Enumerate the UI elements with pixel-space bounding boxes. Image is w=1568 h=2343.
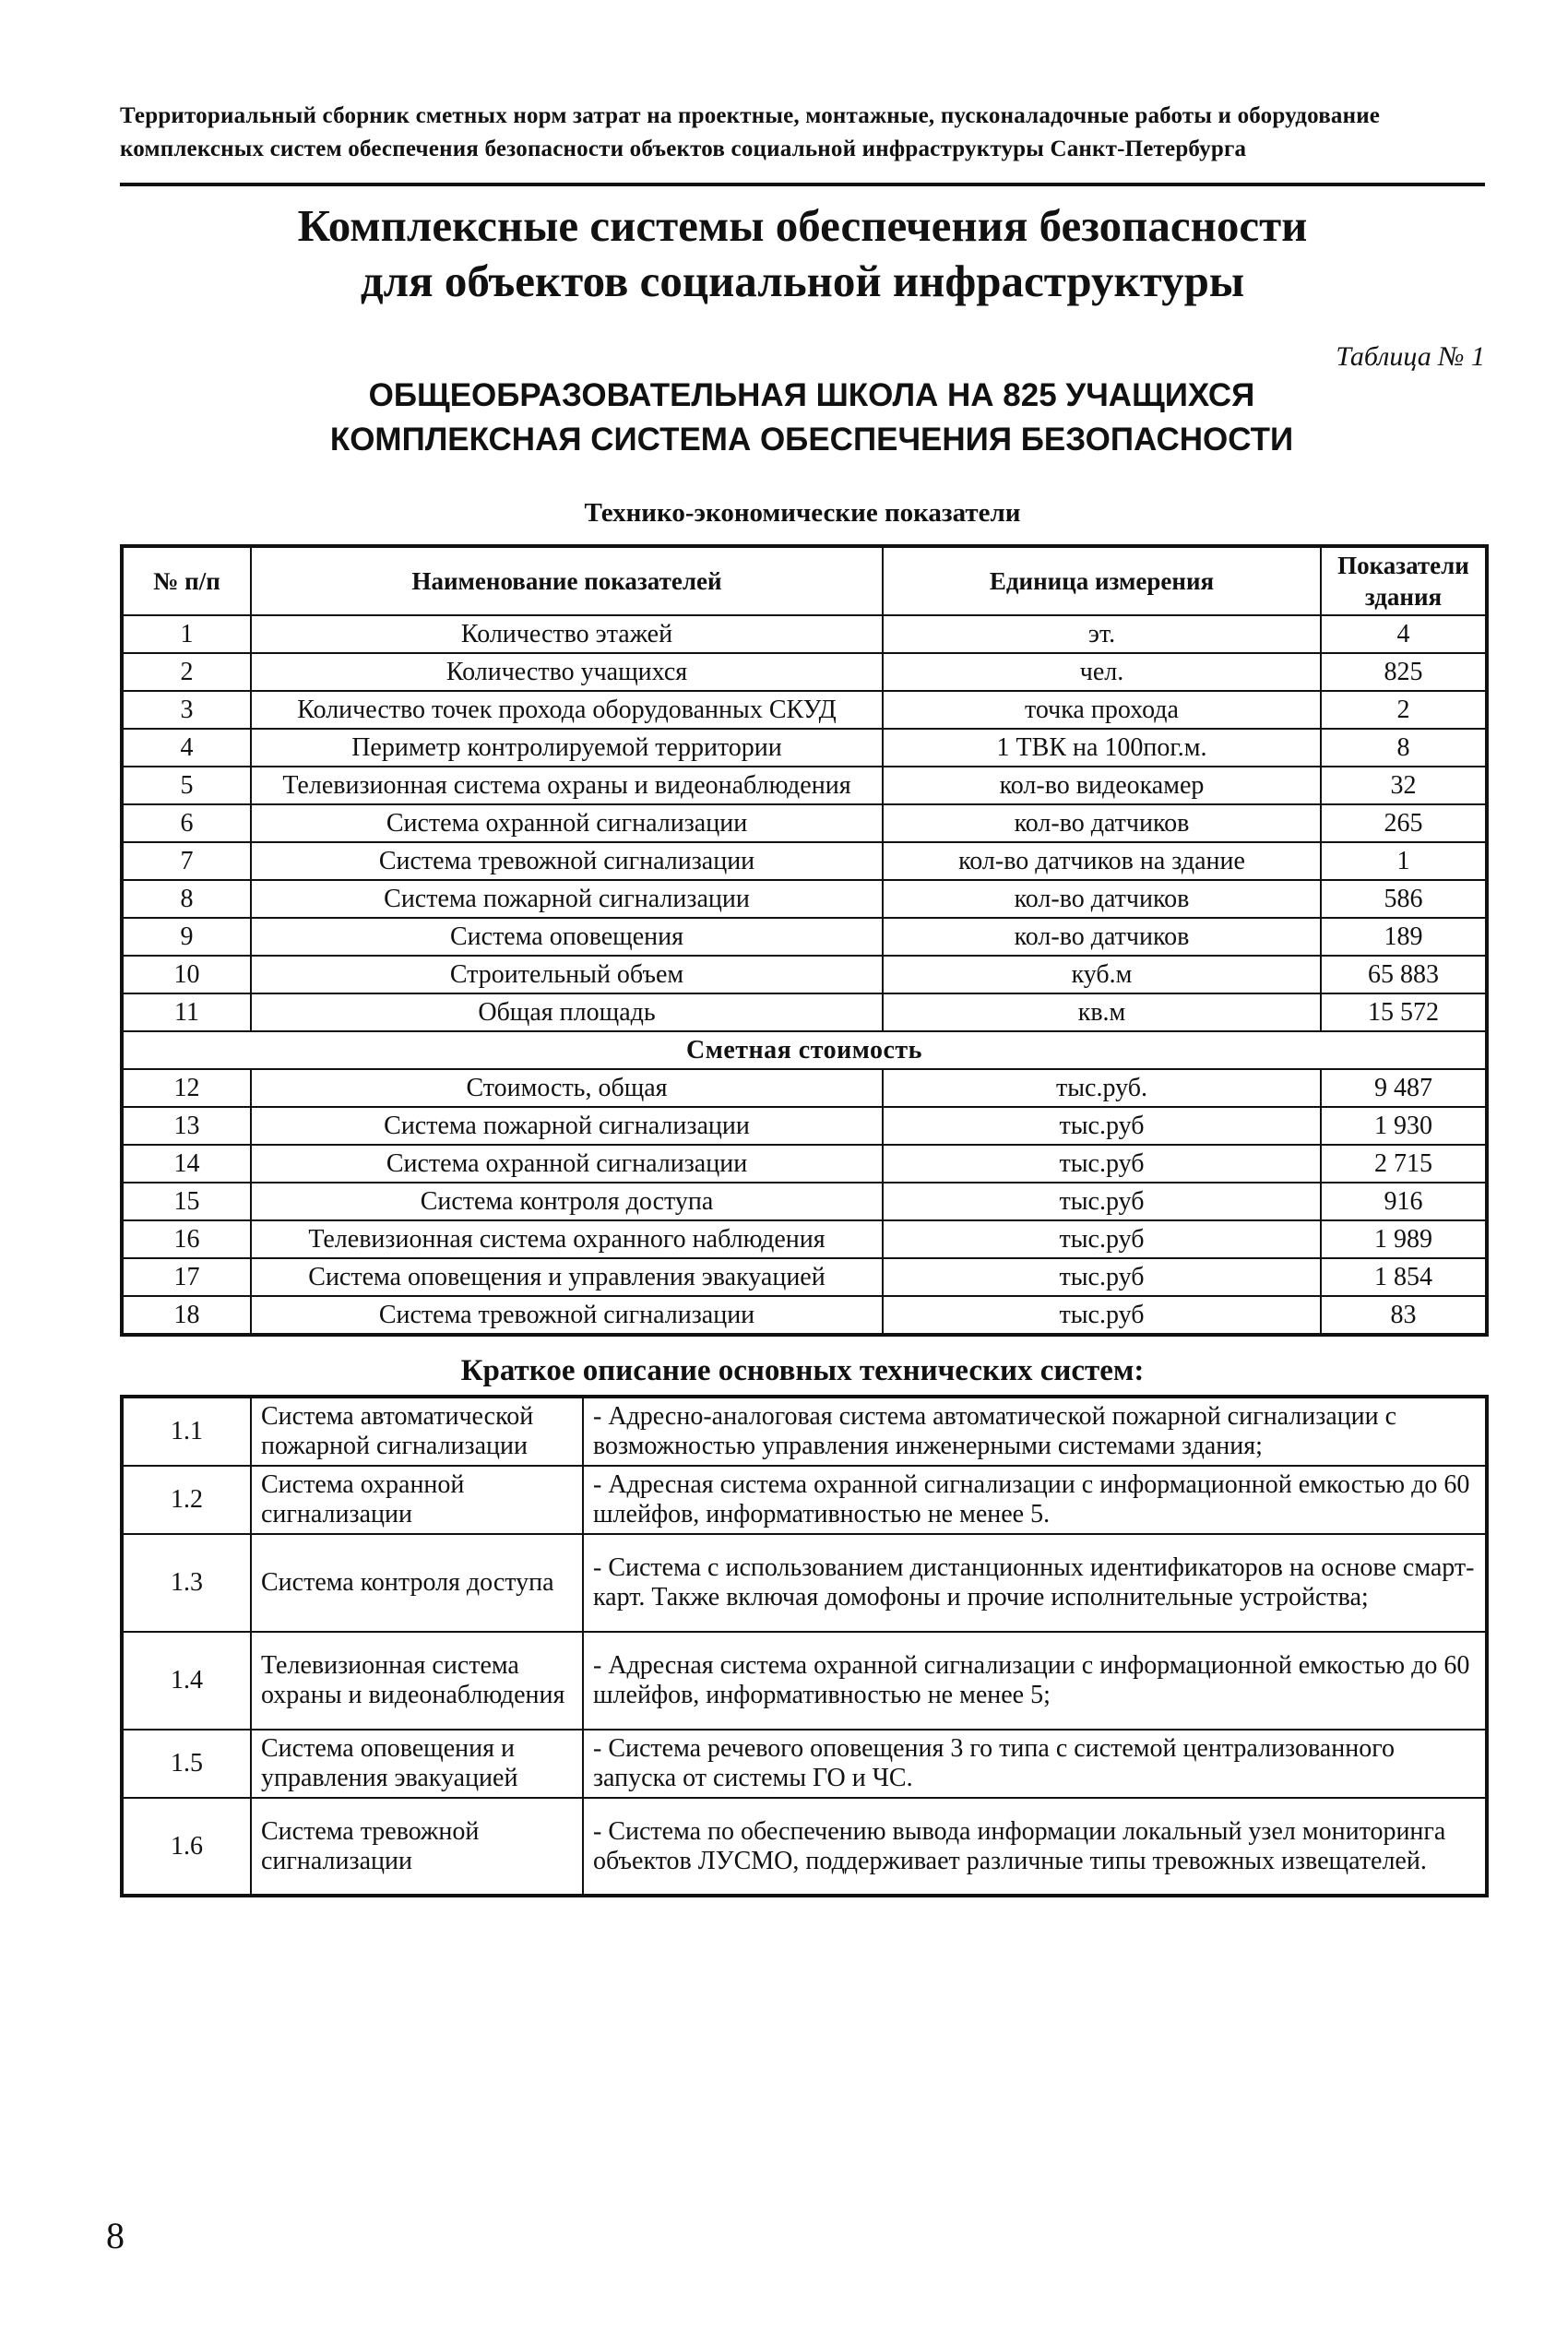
table-row: [122, 1220, 1487, 1258]
table-row: [122, 1069, 1487, 1107]
indicator-value: 189: [1321, 918, 1487, 956]
table-row: [122, 1258, 1487, 1296]
indicator-name: Система охранной сигнализации: [251, 804, 883, 842]
row-number: 13: [122, 1107, 251, 1145]
description-system: Система автоматической пожарной сигнализации: [251, 1397, 583, 1466]
table-row: [122, 1296, 1487, 1335]
indicator-value: 265: [1321, 804, 1487, 842]
description-text: - Система речевого оповещения 3 го типа с системой централизованного запуска от системы ГО и ЧС.: [583, 1730, 1487, 1798]
row-number: 10: [122, 956, 251, 993]
indicator-value: 4: [1321, 615, 1487, 653]
table-row: [122, 918, 1487, 956]
description-row: [122, 1730, 1487, 1798]
description-row: [122, 1632, 1487, 1730]
indicator-unit: тыс.руб: [883, 1220, 1321, 1258]
running-header: [120, 100, 1485, 166]
section-row: [122, 1031, 1487, 1069]
description-text: - Система с использованием дистанционных идентификаторов на основе смарт-карт. Также включая домофоны и прочие исполнительные устройства;: [583, 1534, 1487, 1632]
row-number: 16: [122, 1220, 251, 1258]
table-row: [122, 729, 1487, 767]
indicator-name: Количество этажей: [251, 615, 883, 653]
indicator-unit: кол-во датчиков: [883, 804, 1321, 842]
indicator-unit: куб.м: [883, 956, 1321, 993]
page-title: [175, 198, 1430, 309]
descriptions-table-body: [122, 1397, 1487, 1896]
description-number: 1.1: [122, 1397, 251, 1466]
indicators-table: [120, 544, 1489, 1337]
table-row: [122, 993, 1487, 1031]
indicator-name: Система оповещения и управления эвакуацией: [251, 1258, 883, 1296]
indicator-unit: тыс.руб: [883, 1107, 1321, 1145]
table-row: [122, 1107, 1487, 1145]
description-text: - Адресная система охранной сигнализации с информационной емкостью до 60 шлейфов, информативностью не менее 5.: [583, 1466, 1487, 1534]
row-number: 15: [122, 1183, 251, 1220]
indicator-value: 9 487: [1321, 1069, 1487, 1107]
description-row: [122, 1397, 1487, 1466]
header-divider: [120, 183, 1485, 186]
row-number: 8: [122, 880, 251, 918]
indicator-name: Строительный объем: [251, 956, 883, 993]
table-row: [122, 691, 1487, 729]
description-system: Система контроля доступа: [251, 1534, 583, 1632]
indicator-name: Система тревожной сигнализации: [251, 1296, 883, 1335]
row-number: 1: [122, 615, 251, 653]
indicator-name: Стоимость, общая: [251, 1069, 883, 1107]
table-number: Таблица № 1: [1336, 341, 1485, 372]
row-number: 6: [122, 804, 251, 842]
row-number: 14: [122, 1145, 251, 1183]
description-number: 1.3: [122, 1534, 251, 1632]
indicator-name: Система пожарной сигнализации: [251, 880, 883, 918]
indicators-subtitle: Технико-экономические показатели: [584, 498, 1021, 528]
indicator-name: Система оповещения: [251, 918, 883, 956]
running-header-line-1: Территориальный сборник сметных норм затрат на проектные, монтажные, пусконаладочные работы и оборудование: [120, 103, 1381, 128]
description-row: [122, 1466, 1487, 1534]
table-row: [122, 842, 1487, 880]
column-header-value: Показатели здания: [1321, 546, 1487, 615]
row-number: 17: [122, 1258, 251, 1296]
column-header-unit: Единица измерения: [883, 546, 1321, 615]
table-row: [122, 880, 1487, 918]
description-system: Система тревожной сигнализации: [251, 1798, 583, 1896]
indicator-unit: кол-во датчиков: [883, 880, 1321, 918]
table-row: [122, 1183, 1487, 1220]
description-number: 1.6: [122, 1798, 251, 1896]
indicator-value: 1 930: [1321, 1107, 1487, 1145]
description-row: [122, 1534, 1487, 1632]
indicator-name: Система пожарной сигнализации: [251, 1107, 883, 1145]
indicator-name: Система тревожной сигнализации: [251, 842, 883, 880]
description-text: - Система по обеспечению вывода информации локальный узел мониторинга объектов ЛУСМО, поддерживает различные типы тревожных извещателей.: [583, 1798, 1487, 1896]
table-row: [122, 804, 1487, 842]
indicator-unit: точка прохода: [883, 691, 1321, 729]
indicator-value: 916: [1321, 1183, 1487, 1220]
description-text: - Адресно-аналоговая система автоматической пожарной сигнализации с возможностью управления инженерными системами здания;: [583, 1397, 1487, 1466]
indicator-value: 1: [1321, 842, 1487, 880]
description-number: 1.2: [122, 1466, 251, 1534]
indicator-value: 32: [1321, 767, 1487, 804]
indicator-unit: тыс.руб: [883, 1183, 1321, 1220]
indicator-unit: кв.м: [883, 993, 1321, 1031]
page-title-line-1: Комплексные системы обеспечения безопасности: [297, 200, 1308, 251]
indicator-name: Система охранной сигнализации: [251, 1145, 883, 1183]
table-row: [122, 615, 1487, 653]
indicator-name: Периметр контролируемой территории: [251, 729, 883, 767]
description-system: Система охранной сигнализации: [251, 1466, 583, 1534]
table-header-row: [122, 546, 1487, 615]
object-title-line-1: ОБЩЕОБРАЗОВАТЕЛЬНАЯ ШКОЛА НА 825 УЧАЩИХСЯ: [368, 377, 1255, 413]
indicator-value: 2: [1321, 691, 1487, 729]
table-row: [122, 1145, 1487, 1183]
table-row: [122, 956, 1487, 993]
row-number: 12: [122, 1069, 251, 1107]
description-number: 1.4: [122, 1632, 251, 1730]
indicator-value: 1 854: [1321, 1258, 1487, 1296]
indicator-unit: эт.: [883, 615, 1321, 653]
indicators-table-body: [122, 615, 1487, 1335]
indicator-unit: тыс.руб: [883, 1296, 1321, 1335]
object-title-line-2: КОМПЛЕКСНАЯ СИСТЕМА ОБЕСПЕЧЕНИЯ БЕЗОПАСНОСТИ: [329, 422, 1294, 458]
column-header-name: Наименование показателей: [251, 546, 883, 615]
row-number: 3: [122, 691, 251, 729]
description-system: Система оповещения и управления эвакуацией: [251, 1730, 583, 1798]
indicator-value: 15 572: [1321, 993, 1487, 1031]
indicator-name: Количество учащихся: [251, 653, 883, 691]
indicator-unit: кол-во видеокамер: [883, 767, 1321, 804]
indicator-unit: тыс.руб: [883, 1258, 1321, 1296]
indicator-unit: тыс.руб.: [883, 1069, 1321, 1107]
descriptions-table: [120, 1395, 1489, 1897]
table-row: [122, 767, 1487, 804]
indicator-value: 586: [1321, 880, 1487, 918]
row-number: 11: [122, 993, 251, 1031]
indicator-value: 1 989: [1321, 1220, 1487, 1258]
indicator-unit: чел.: [883, 653, 1321, 691]
indicator-name: Количество точек прохода оборудованных СКУД: [251, 691, 883, 729]
indicator-value: 2 715: [1321, 1145, 1487, 1183]
description-text: - Адресная система охранной сигнализации с информационной емкостью до 60 шлейфов, информативностью не менее 5;: [583, 1632, 1487, 1730]
description-system: Телевизионная система охраны и видеонаблюдения: [251, 1632, 583, 1730]
indicator-name: Общая площадь: [251, 993, 883, 1031]
indicator-name: Система контроля доступа: [251, 1183, 883, 1220]
descriptions-title: Краткое описание основных технических систем:: [460, 1354, 1145, 1387]
indicator-value: 65 883: [1321, 956, 1487, 993]
row-number: 7: [122, 842, 251, 880]
indicator-value: 8: [1321, 729, 1487, 767]
row-number: 5: [122, 767, 251, 804]
indicator-unit: кол-во датчиков на здание: [883, 842, 1321, 880]
table-row: [122, 653, 1487, 691]
description-number: 1.5: [122, 1730, 251, 1798]
indicator-unit: кол-во датчиков: [883, 918, 1321, 956]
column-header-number: № п/п: [122, 546, 251, 615]
object-title: [212, 374, 1411, 462]
indicator-value: 825: [1321, 653, 1487, 691]
page-number: 8: [106, 2215, 125, 2256]
indicator-unit: тыс.руб: [883, 1145, 1321, 1183]
indicator-name: Телевизионная система охраны и видеонаблюдения: [251, 767, 883, 804]
running-header-line-2: комплексных систем обеспечения безопасности объектов социальной инфраструктуры Санкт-Петербурга: [120, 137, 1247, 161]
indicator-name: Телевизионная система охранного наблюдения: [251, 1220, 883, 1258]
row-number: 4: [122, 729, 251, 767]
indicator-unit: 1 ТВК на 100пог.м.: [883, 729, 1321, 767]
row-number: 9: [122, 918, 251, 956]
section-label: Сметная стоимость: [122, 1031, 1487, 1069]
indicator-value: 83: [1321, 1296, 1487, 1335]
row-number: 18: [122, 1296, 251, 1335]
description-row: [122, 1798, 1487, 1896]
page-title-line-2: для объектов социальной инфраструктуры: [360, 256, 1245, 306]
row-number: 2: [122, 653, 251, 691]
